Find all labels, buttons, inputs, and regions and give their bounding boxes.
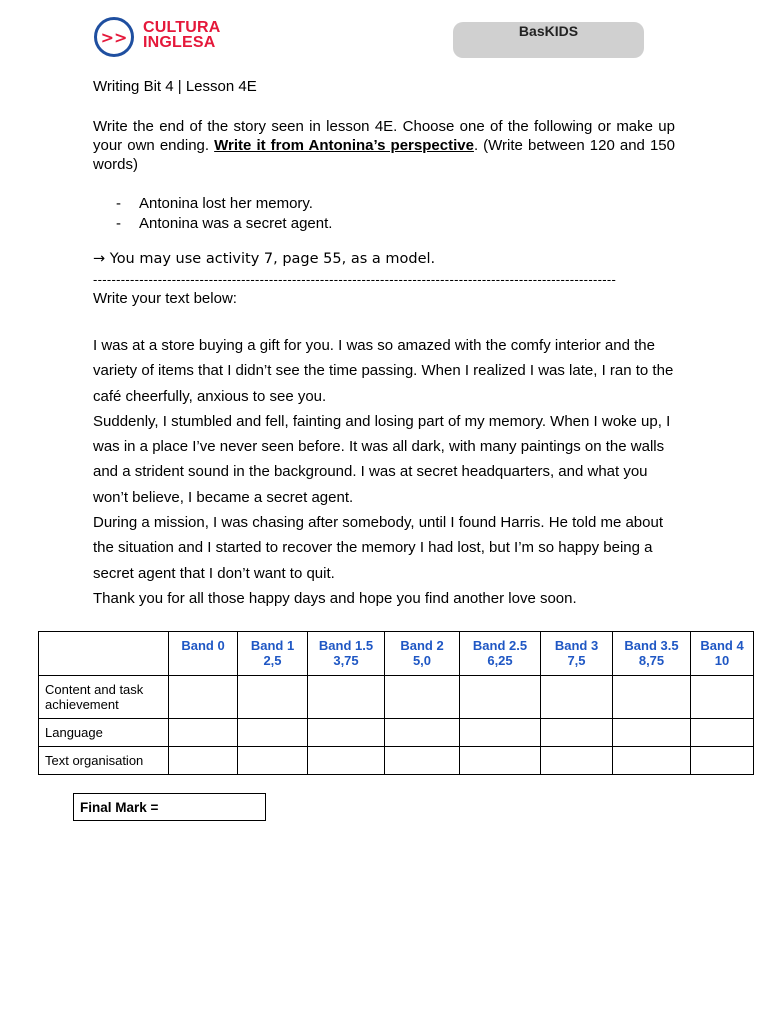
score-cell (613, 719, 691, 747)
band-score: 10 (714, 653, 730, 668)
band-header (460, 632, 541, 676)
band-name: Band 2 (400, 638, 444, 653)
band-header (308, 632, 385, 676)
criterion-label: Language (39, 719, 169, 747)
score-cell (691, 747, 754, 775)
instructions-emphasis: Write it from Antonina’s perspective (214, 137, 474, 154)
score-cell (385, 747, 460, 775)
essay-paragraph: I was at a store buying a gift for you. I was so amazed with the comfy interior and the variety of items that I didn’t see the time passing. When I realized I was late, I ran to the café cheerfully, anxious to see you. (93, 337, 674, 405)
instructions-text: Write the end of the story seen in lesson 4E. Choose one of the following or make up your own ending. (93, 118, 675, 154)
option-text: Antonina was a secret agent. (139, 215, 333, 232)
band-header (613, 632, 691, 676)
option-text: Antonina lost her memory. (139, 195, 313, 212)
final-mark-box (73, 793, 266, 821)
rubric-row (39, 747, 754, 775)
score-cell (691, 719, 754, 747)
band-name: Band 0 (181, 638, 225, 653)
rubric-row (39, 676, 754, 719)
score-cell (613, 676, 691, 719)
option-item (93, 214, 675, 234)
band-name: Band 3.5 (624, 638, 679, 653)
score-cell (238, 747, 308, 775)
score-cell (541, 719, 613, 747)
score-cell (385, 719, 460, 747)
criterion-label: Text organisation (39, 747, 169, 775)
essay-paragraph: Thank you for all those happy days and hope you find another love soon. (93, 589, 577, 607)
band-name: Band 1 (250, 638, 295, 653)
band-name: Band 1.5 (318, 638, 374, 653)
ending-options (93, 194, 675, 234)
score-cell (385, 676, 460, 719)
lesson-title: Writing Bit 4 | Lesson 4E (93, 78, 257, 95)
score-cell (308, 747, 385, 775)
logo-line-1: CULTURA (143, 19, 221, 36)
option-item (93, 194, 675, 214)
score-cell (238, 719, 308, 747)
band-name: Band 4 (700, 638, 744, 653)
band-header (385, 632, 460, 676)
essay-paragraph: During a mission, I was chasing after somebody, until I found Harris. He told me about the situation and I started to recover the memory I had lost, but I’m so happy being a secret agent that I don’t want to quit. (93, 514, 663, 582)
score-cell (460, 719, 541, 747)
band-header (541, 632, 613, 676)
task-instructions (93, 117, 675, 174)
rubric-header-row (39, 632, 754, 676)
band-score: 7,5 (567, 653, 586, 668)
band-header (238, 632, 308, 676)
band-score: 6,25 (487, 653, 513, 668)
score-cell (308, 676, 385, 719)
band-score: 8,75 (638, 653, 665, 668)
option-dash: - (116, 195, 121, 212)
rubric-row (39, 719, 754, 747)
band-score: 5,0 (412, 653, 432, 668)
student-essay (93, 333, 675, 611)
score-cell (460, 747, 541, 775)
logo-arrows-icon (93, 16, 135, 58)
option-dash: - (116, 215, 121, 232)
band-name: Band 3 (554, 638, 599, 653)
logo-text (143, 20, 221, 50)
score-cell (169, 747, 238, 775)
level-badge-text: BasKIDS (518, 23, 579, 39)
write-below-label: Write your text below: (93, 290, 237, 307)
score-cell (460, 676, 541, 719)
score-cell (541, 676, 613, 719)
level-badge (453, 22, 644, 58)
score-cell (169, 719, 238, 747)
score-cell (308, 719, 385, 747)
essay-paragraph: Suddenly, I stumbled and fell, fainting and losing part of my memory. When I woke up, I was in a place I’ve never seen before. It was all dark, with many paintings on the walls and a strident sound in the background. I was at secret headquarters, and what you won’t believe, I became a secret agent. (93, 412, 671, 506)
band-score: 2,5 (263, 653, 282, 668)
final-mark-label: Final Mark = (80, 800, 159, 815)
band-score: 3,75 (333, 653, 359, 668)
score-cell (541, 747, 613, 775)
rubric-corner-cell (39, 632, 169, 676)
band-header (169, 632, 238, 676)
score-cell (613, 747, 691, 775)
score-cell (169, 676, 238, 719)
score-cell (691, 676, 754, 719)
score-cell (238, 676, 308, 719)
instructions-text-end: . (Write between 120 and 150 words) (93, 137, 675, 173)
band-name: Band 2.5 (472, 638, 528, 653)
logo-symbol: >> (100, 28, 128, 47)
band-header (691, 632, 754, 676)
marking-rubric (38, 631, 754, 775)
logo-line-2: INGLESA (143, 34, 216, 51)
dashed-divider: ----------------------------------------------------------------------------------------------------------------- (93, 272, 617, 287)
cultura-inglesa-logo (93, 16, 233, 60)
criterion-label: Content and task achievement (39, 676, 169, 719)
model-note: → You may use activity 7, page 55, as a model. (93, 251, 436, 267)
